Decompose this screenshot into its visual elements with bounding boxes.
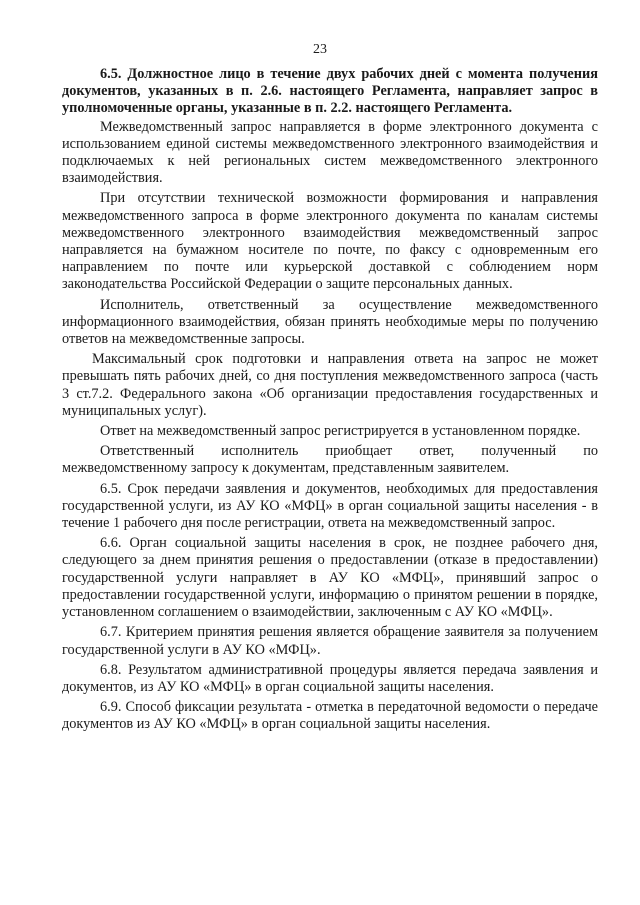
paragraph-maximum-term: Максимальный срок подготовки и направления ответа на запрос не может превышать пять рабочих дней, со дня поступления межведомственного запроса (часть 3 ст.7.2. Федерального закона «Об организации предоставления государственных и муниципальных услуг). bbox=[62, 351, 598, 419]
page-number: 23 bbox=[313, 42, 327, 57]
document-body bbox=[62, 66, 598, 737]
paragraph-interagency-request-form: Межведомственный запрос направляется в форме электронного документа с использованием единой системы межведомственного электронного взаимодействия и подключаемых к ней региональных систем межведомственного электронного взаимодействия. bbox=[62, 118, 598, 187]
paragraph-6-6: 6.6. Орган социальной защиты населения в срок, не позднее рабочего дня, следующего за днем принятия решения о предоставлении (отказе в предоставлении) государственной услуги направляет в АУ КО «МФЦ», принявший запрос о предоставлении государственной услуги, информацию о принятом решении в порядке, установленном соглашением о взаимодействии, заключенным с АУ КО «МФЦ». bbox=[62, 535, 598, 621]
paragraph-no-technical-capability: При отсутствии технической возможности формирования и направления межведомственного запроса в форме электронного документа по каналам системы межведомственного электронного взаимодействия межведомственный запрос направляется на бумажном носителе по почте, по факсу с одновременным его направлением по почте или курьерской доставкой с соблюдением норм законодательства Российской Федерации о защите персональных данных. bbox=[62, 190, 598, 293]
paragraph-6-8: 6.8. Результатом административной процедуры является передача заявления и документов, из АУ КО «МФЦ» в орган социальной защиты населения. bbox=[62, 661, 598, 695]
paragraph-6-5-heading: 6.5. Должностное лицо в течение двух рабочих дней с момента получения документов, указанных в п. 2.6. настоящего Регламента, направляет запрос в уполномоченные органы, указанные в п. 2.2. настоящего Регламента. bbox=[62, 66, 598, 117]
paragraph-6-7: 6.7. Критерием принятия решения является обращение заявителя за получением государственной услуги в АУ КО «МФЦ». bbox=[62, 624, 598, 658]
paragraph-answer-attachment: Ответственный исполнитель приобщает ответ, полученный по межведомственному запросу к документам, представленным заявителем. bbox=[62, 443, 598, 477]
paragraph-6-9: 6.9. Способ фиксации результата - отметка в передаточной ведомости о передаче документов из АУ КО «МФЦ» в орган социальной защиты населения. bbox=[62, 699, 598, 733]
paragraph-answer-registration: Ответ на межведомственный запрос регистрируется в установленном порядке. bbox=[100, 423, 581, 440]
paragraph-responsible-executor: Исполнитель, ответственный за осуществление межведомственного информационного взаимодействия, обязан принять необходимые меры по получению ответов на межведомственные запросы. bbox=[62, 296, 598, 348]
paragraph-6-5-transfer-term: 6.5. Срок передачи заявления и документов, необходимых для предоставления государственной услуги, из АУ КО «МФЦ» в орган социальной защиты населения - в течение 1 рабочего дня после регистрации, ответа на межведомственный запрос. bbox=[62, 480, 598, 532]
